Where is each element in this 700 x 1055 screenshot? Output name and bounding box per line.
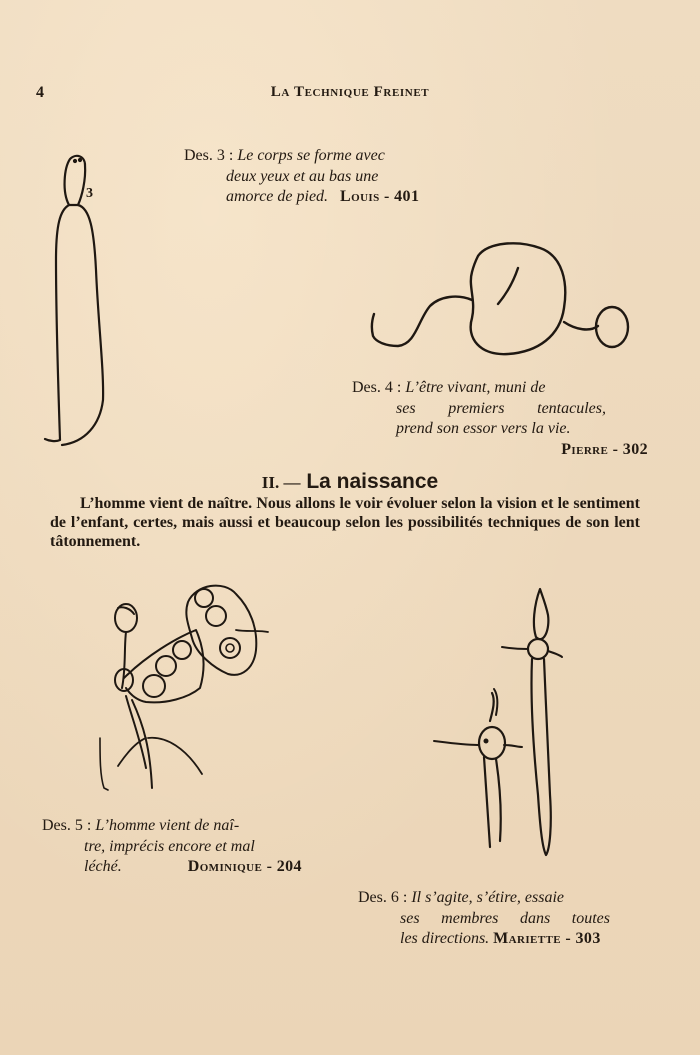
caption-3-label: Des. 3 :: [184, 147, 234, 164]
caption-6-line3: les directions.: [400, 930, 490, 947]
drawing-3: [40, 150, 120, 455]
body-paragraph-text: L’homme vient de naître. Nous allons le voir évoluer selon la vision et le sentiment de l’enfant, certes, mais aussi et beaucoup selon les possibilités techniques de son lent tâtonnement.: [50, 495, 640, 550]
caption-4-line3: prend son essor vers la vie.: [396, 420, 571, 437]
drawing-4: [368, 238, 633, 358]
drawing-5: [96, 578, 276, 798]
caption-6-label: Des. 6 :: [358, 889, 408, 906]
caption-6-line1: Il s’agite, s’étire, essaie: [411, 889, 565, 906]
drawing-3-marker: 3: [86, 186, 93, 201]
caption-4-line1: L’être vivant, muni de: [405, 379, 546, 396]
caption-4: [352, 378, 650, 460]
caption-4-label: Des. 4 :: [352, 379, 402, 396]
caption-4-author: Pierre - 302: [561, 440, 648, 458]
caption-5-line3: léché.: [84, 858, 122, 875]
caption-5-author: Dominique - 204: [187, 858, 302, 875]
section-number: II. —: [261, 473, 301, 492]
caption-6: [358, 888, 668, 950]
drawing-6: [430, 585, 570, 860]
caption-3-author: Louis - 401: [340, 188, 420, 205]
section-title: La naissance: [306, 470, 439, 493]
running-head: La Technique Freinet: [270, 84, 430, 100]
caption-4-line2: ses premiers tentacules,: [396, 399, 606, 417]
page-number: 4: [36, 84, 44, 101]
caption-3: [184, 146, 484, 208]
body-paragraph: [50, 494, 640, 551]
caption-3-line2: deux yeux et au bas une: [226, 167, 379, 185]
caption-5: [42, 816, 342, 878]
caption-6-line2: ses membres dans toutes: [400, 909, 610, 927]
caption-5-line2: tre, imprécis encore et mal: [84, 837, 255, 855]
caption-6-author: Mariette - 303: [493, 930, 601, 947]
caption-5-label: Des. 5 :: [42, 817, 92, 834]
caption-3-line3: amorce de pied.: [226, 188, 329, 205]
section-heading: [0, 470, 700, 494]
caption-5-line1: L’homme vient de naî-: [95, 817, 240, 834]
caption-3-line1: Le corps se forme avec: [237, 147, 385, 164]
